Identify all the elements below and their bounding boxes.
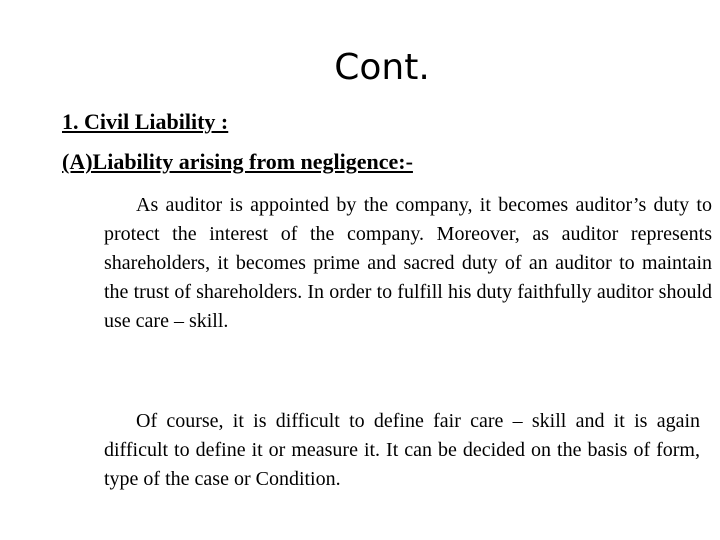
- body-paragraph-2: Of course, it is difficult to define fair care – skill and it is again difficult to define it or measure it. It can be decided on the basis of form, type of the case or Condition.: [104, 410, 700, 490]
- slide-title: Cont.: [334, 47, 430, 88]
- body-paragraph-1: As auditor is appointed by the company, it becomes auditor’s duty to protect the interest of the company. Moreover, as auditor represents shareholders, it becomes prime and sacred duty of an auditor to maintain the trust of shareholders. In order to fulfill his duty faithfully auditor should use care – skill.: [104, 194, 712, 332]
- subsection-heading-negligence: (A)Liability arising from negligence:-: [62, 149, 413, 174]
- section-heading-civil-liability: 1. Civil Liability :: [62, 109, 229, 134]
